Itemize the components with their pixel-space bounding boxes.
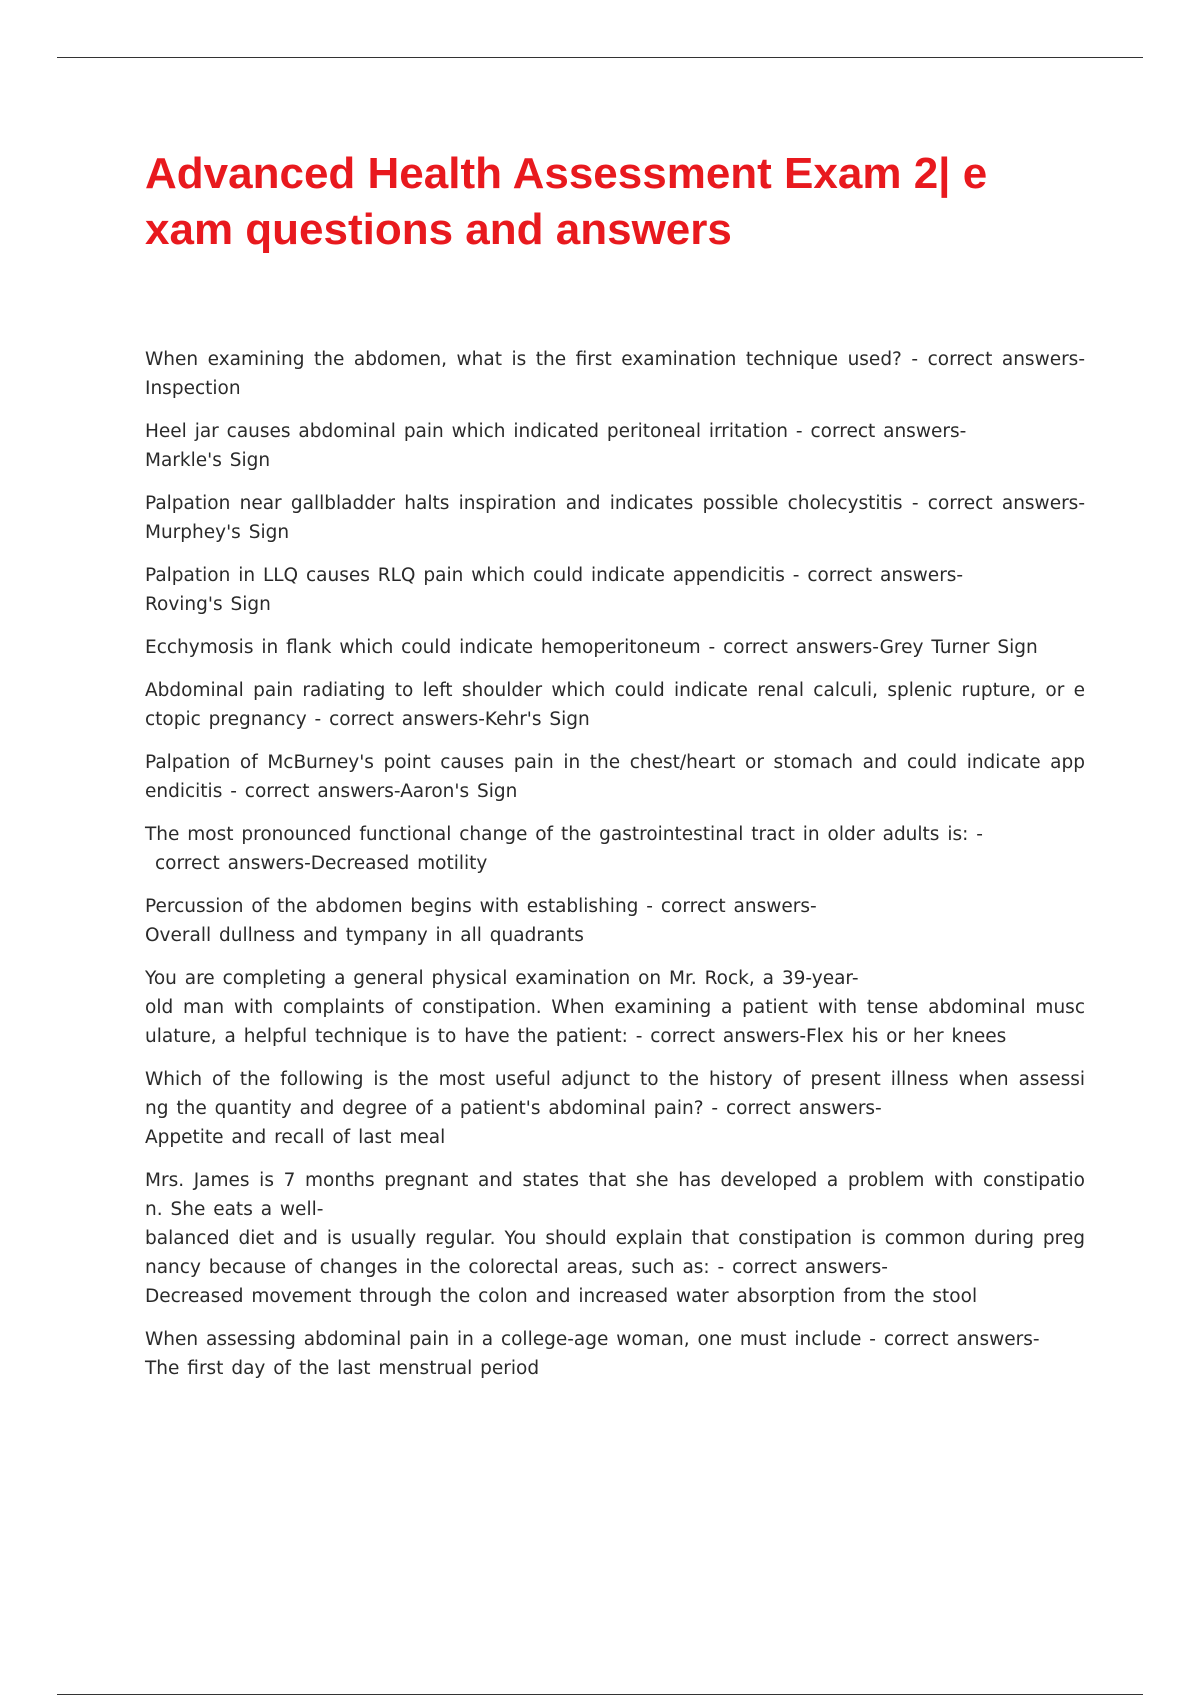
qa-item: [145, 820, 1085, 878]
qa-line: Ecchymosis in flank which could indicate hemoperitoneum - correct answers-Grey Turner Sign: [145, 637, 1038, 658]
qa-item: [145, 1166, 1085, 1311]
qa-line: Which of the following is the most useful adjunct to the history of present illness when assessi: [145, 1069, 1085, 1090]
qa-line: Murphey's Sign: [145, 522, 290, 543]
qa-line: Palpation in LLQ causes RLQ pain which could indicate appendicitis - correct answers-: [145, 565, 964, 586]
qa-line: Heel jar causes abdominal pain which indicated peritoneal irritation - correct answers-: [145, 421, 967, 442]
qa-line: Markle's Sign: [145, 450, 271, 471]
qa-item: [145, 561, 1085, 619]
top-rule: [57, 57, 1143, 58]
qa-line: endicitis - correct answers-Aaron's Sign: [145, 781, 518, 802]
qa-line: Abdominal pain radiating to left shoulder which could indicate renal calculi, splenic rupture, or e: [145, 680, 1085, 701]
qa-list: [145, 345, 1085, 1397]
qa-line: ng the quantity and degree of a patient's abdominal pain? - correct answers-: [145, 1098, 882, 1119]
qa-line: ctopic pregnancy - correct answers-Kehr's Sign: [145, 709, 590, 730]
qa-item: [145, 676, 1085, 734]
qa-item: [145, 964, 1085, 1051]
qa-line: When examining the abdomen, what is the first examination technique used? - correct answers-: [145, 349, 1085, 370]
bottom-rule: [57, 1694, 1143, 1695]
qa-item: [145, 489, 1085, 547]
qa-line: balanced diet and is usually regular. You should explain that constipation is common during preg: [145, 1228, 1085, 1249]
qa-line: Appetite and recall of last meal: [145, 1127, 446, 1148]
qa-line: Mrs. James is 7 months pregnant and states that she has developed a problem with constipatio: [145, 1170, 1085, 1191]
qa-line: n. She eats a well-: [145, 1199, 324, 1220]
qa-item: [145, 345, 1085, 403]
qa-item: [145, 633, 1085, 662]
title-line-2: xam questions and answers: [145, 205, 732, 254]
qa-line: correct answers-Decreased motility: [155, 853, 488, 874]
qa-line: Palpation near gallbladder halts inspiration and indicates possible cholecystitis - correct answers-: [145, 493, 1085, 514]
qa-line: The most pronounced functional change of the gastrointestinal tract in older adults is: -: [145, 824, 983, 845]
qa-line: The first day of the last menstrual period: [145, 1358, 540, 1379]
document-title: [145, 146, 1105, 258]
qa-item: [145, 1325, 1085, 1383]
qa-item: [145, 417, 1085, 475]
qa-item: [145, 748, 1085, 806]
qa-line: Palpation of McBurney's point causes pain in the chest/heart or stomach and could indicate app: [145, 752, 1085, 773]
qa-item: [145, 892, 1085, 950]
title-line-1: Advanced Health Assessment Exam 2| e: [145, 149, 988, 198]
qa-line: nancy because of changes in the colorectal areas, such as: - correct answers-: [145, 1257, 888, 1278]
qa-line: ulature, a helpful technique is to have the patient: - correct answers-Flex his or her knees: [145, 1026, 1007, 1047]
qa-line: Decreased movement through the colon and increased water absorption from the stool: [145, 1286, 978, 1307]
qa-line: Roving's Sign: [145, 594, 271, 615]
qa-line: Inspection: [145, 378, 241, 399]
qa-line: Overall dullness and tympany in all quadrants: [145, 925, 584, 946]
qa-item: [145, 1065, 1085, 1152]
qa-line: Percussion of the abdomen begins with establishing - correct answers-: [145, 896, 817, 917]
qa-line: old man with complaints of constipation. When examining a patient with tense abdominal musc: [145, 997, 1085, 1018]
qa-line: You are completing a general physical examination on Mr. Rock, a 39-year-: [145, 968, 859, 989]
qa-line: When assessing abdominal pain in a college-age woman, one must include - correct answers-: [145, 1329, 1040, 1350]
